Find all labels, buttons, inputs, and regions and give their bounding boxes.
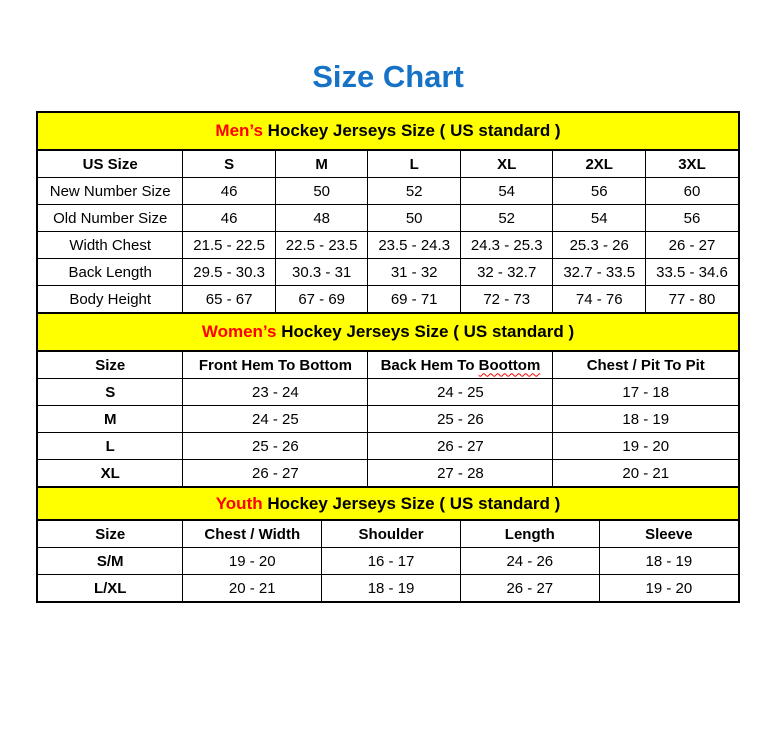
table-row (38, 433, 738, 460)
value-cell: 18 - 19 (322, 575, 461, 602)
youth-section-header (38, 487, 738, 520)
column-header-cell: S (183, 150, 276, 178)
youth-header-highlight: Youth (215, 493, 263, 513)
womens-column-header-row (38, 351, 738, 379)
column-header-cell: Length (460, 520, 599, 548)
column-header-cell: Front Hem To Bottom (183, 351, 368, 379)
value-cell: 26 - 27 (183, 460, 368, 487)
value-cell: 48 (275, 205, 368, 232)
row-header-cell: XL (38, 460, 183, 487)
value-cell: 54 (460, 178, 553, 205)
table-row (38, 460, 738, 487)
value-cell: 33.5 - 34.6 (645, 259, 738, 286)
misspelled-word: Boottom (478, 356, 541, 374)
row-header-cell: M (38, 406, 183, 433)
column-header-cell: Size (38, 520, 183, 548)
value-cell: 60 (645, 178, 738, 205)
value-cell: 25 - 26 (183, 433, 368, 460)
table-row (38, 379, 738, 406)
value-cell: 25 - 26 (368, 406, 553, 433)
value-cell: 50 (368, 205, 461, 232)
column-header-cell: Chest / Pit To Pit (553, 351, 738, 379)
value-cell: 56 (553, 178, 646, 205)
womens-header-text: Hockey Jerseys Size ( US standard ) (276, 322, 575, 342)
value-cell: 30.3 - 31 (275, 259, 368, 286)
row-header-cell: S (38, 379, 183, 406)
value-cell: 24 - 25 (368, 379, 553, 406)
table-row (38, 259, 738, 286)
value-cell: 32 - 32.7 (460, 259, 553, 286)
value-cell: 52 (460, 205, 553, 232)
column-header-cell (368, 351, 553, 379)
value-cell: 69 - 71 (368, 286, 461, 313)
column-header-cell: Sleeve (599, 520, 738, 548)
youth-section-header-cell (38, 487, 738, 520)
mens-section-header (38, 113, 738, 150)
page-title: Size Chart (312, 59, 464, 94)
value-cell: 29.5 - 30.3 (183, 259, 276, 286)
table-row (38, 548, 738, 575)
value-cell: 72 - 73 (460, 286, 553, 313)
value-cell: 74 - 76 (553, 286, 646, 313)
value-cell: 23 - 24 (183, 379, 368, 406)
column-header-cell: Size (38, 351, 183, 379)
table-row (38, 232, 738, 259)
value-cell: 46 (183, 178, 276, 205)
youth-header-text: Hockey Jerseys Size ( US standard ) (262, 493, 561, 513)
value-cell: 46 (183, 205, 276, 232)
column-header-cell: Chest / Width (183, 520, 322, 548)
value-cell: 24 - 26 (460, 548, 599, 575)
column-header-cell: XL (460, 150, 553, 178)
row-header-cell: Body Height (38, 286, 183, 313)
value-cell: 19 - 20 (553, 433, 738, 460)
value-cell: 32.7 - 33.5 (553, 259, 646, 286)
value-cell: 23.5 - 24.3 (368, 232, 461, 259)
row-header-cell: L/XL (38, 575, 183, 602)
value-cell: 67 - 69 (275, 286, 368, 313)
column-header-cell: US Size (38, 150, 183, 178)
value-cell: 16 - 17 (322, 548, 461, 575)
column-header-cell: 3XL (645, 150, 738, 178)
womens-section-header (38, 313, 738, 351)
row-header-cell: Old Number Size (38, 205, 183, 232)
youth-column-header-row (38, 520, 738, 548)
value-cell: 24.3 - 25.3 (460, 232, 553, 259)
mens-column-header-row (38, 150, 738, 178)
row-header-cell: Width Chest (38, 232, 183, 259)
womens-table (38, 312, 738, 486)
row-header-cell: Back Length (38, 259, 183, 286)
mens-section-header-cell (38, 113, 738, 150)
value-cell: 24 - 25 (183, 406, 368, 433)
womens-header-highlight: Women’s (201, 322, 277, 342)
table-row (38, 406, 738, 433)
value-cell: 17 - 18 (553, 379, 738, 406)
value-cell: 20 - 21 (553, 460, 738, 487)
table-row (38, 575, 738, 602)
value-cell: 26 - 27 (368, 433, 553, 460)
value-cell: 21.5 - 22.5 (183, 232, 276, 259)
value-cell: 18 - 19 (553, 406, 738, 433)
youth-table-body (38, 548, 738, 602)
size-chart (36, 111, 740, 603)
mens-header-highlight: Men’s (215, 121, 263, 141)
mens-table (38, 113, 738, 312)
value-cell: 26 - 27 (645, 232, 738, 259)
column-header-cell: 2XL (553, 150, 646, 178)
table-row (38, 205, 738, 232)
value-cell: 27 - 28 (368, 460, 553, 487)
value-cell: 77 - 80 (645, 286, 738, 313)
value-cell: 22.5 - 23.5 (275, 232, 368, 259)
value-cell: 20 - 21 (183, 575, 322, 602)
youth-table (38, 486, 738, 601)
value-cell: 19 - 20 (183, 548, 322, 575)
value-cell: 25.3 - 26 (553, 232, 646, 259)
column-header-text: Back Hem To (380, 356, 479, 374)
value-cell: 65 - 67 (183, 286, 276, 313)
value-cell: 50 (275, 178, 368, 205)
value-cell: 52 (368, 178, 461, 205)
value-cell: 26 - 27 (460, 575, 599, 602)
mens-header-text: Hockey Jerseys Size ( US standard ) (262, 121, 561, 141)
value-cell: 19 - 20 (599, 575, 738, 602)
column-header-cell: Shoulder (322, 520, 461, 548)
column-header-cell: M (275, 150, 368, 178)
row-header-cell: L (38, 433, 183, 460)
value-cell: 18 - 19 (599, 548, 738, 575)
womens-table-body (38, 379, 738, 487)
womens-section-header-cell (38, 313, 738, 351)
table-row (38, 286, 738, 313)
value-cell: 56 (645, 205, 738, 232)
column-header-cell: L (368, 150, 461, 178)
value-cell: 54 (553, 205, 646, 232)
table-row (38, 178, 738, 205)
row-header-cell: New Number Size (38, 178, 183, 205)
row-header-cell: S/M (38, 548, 183, 575)
value-cell: 31 - 32 (368, 259, 461, 286)
mens-table-body (38, 178, 738, 313)
